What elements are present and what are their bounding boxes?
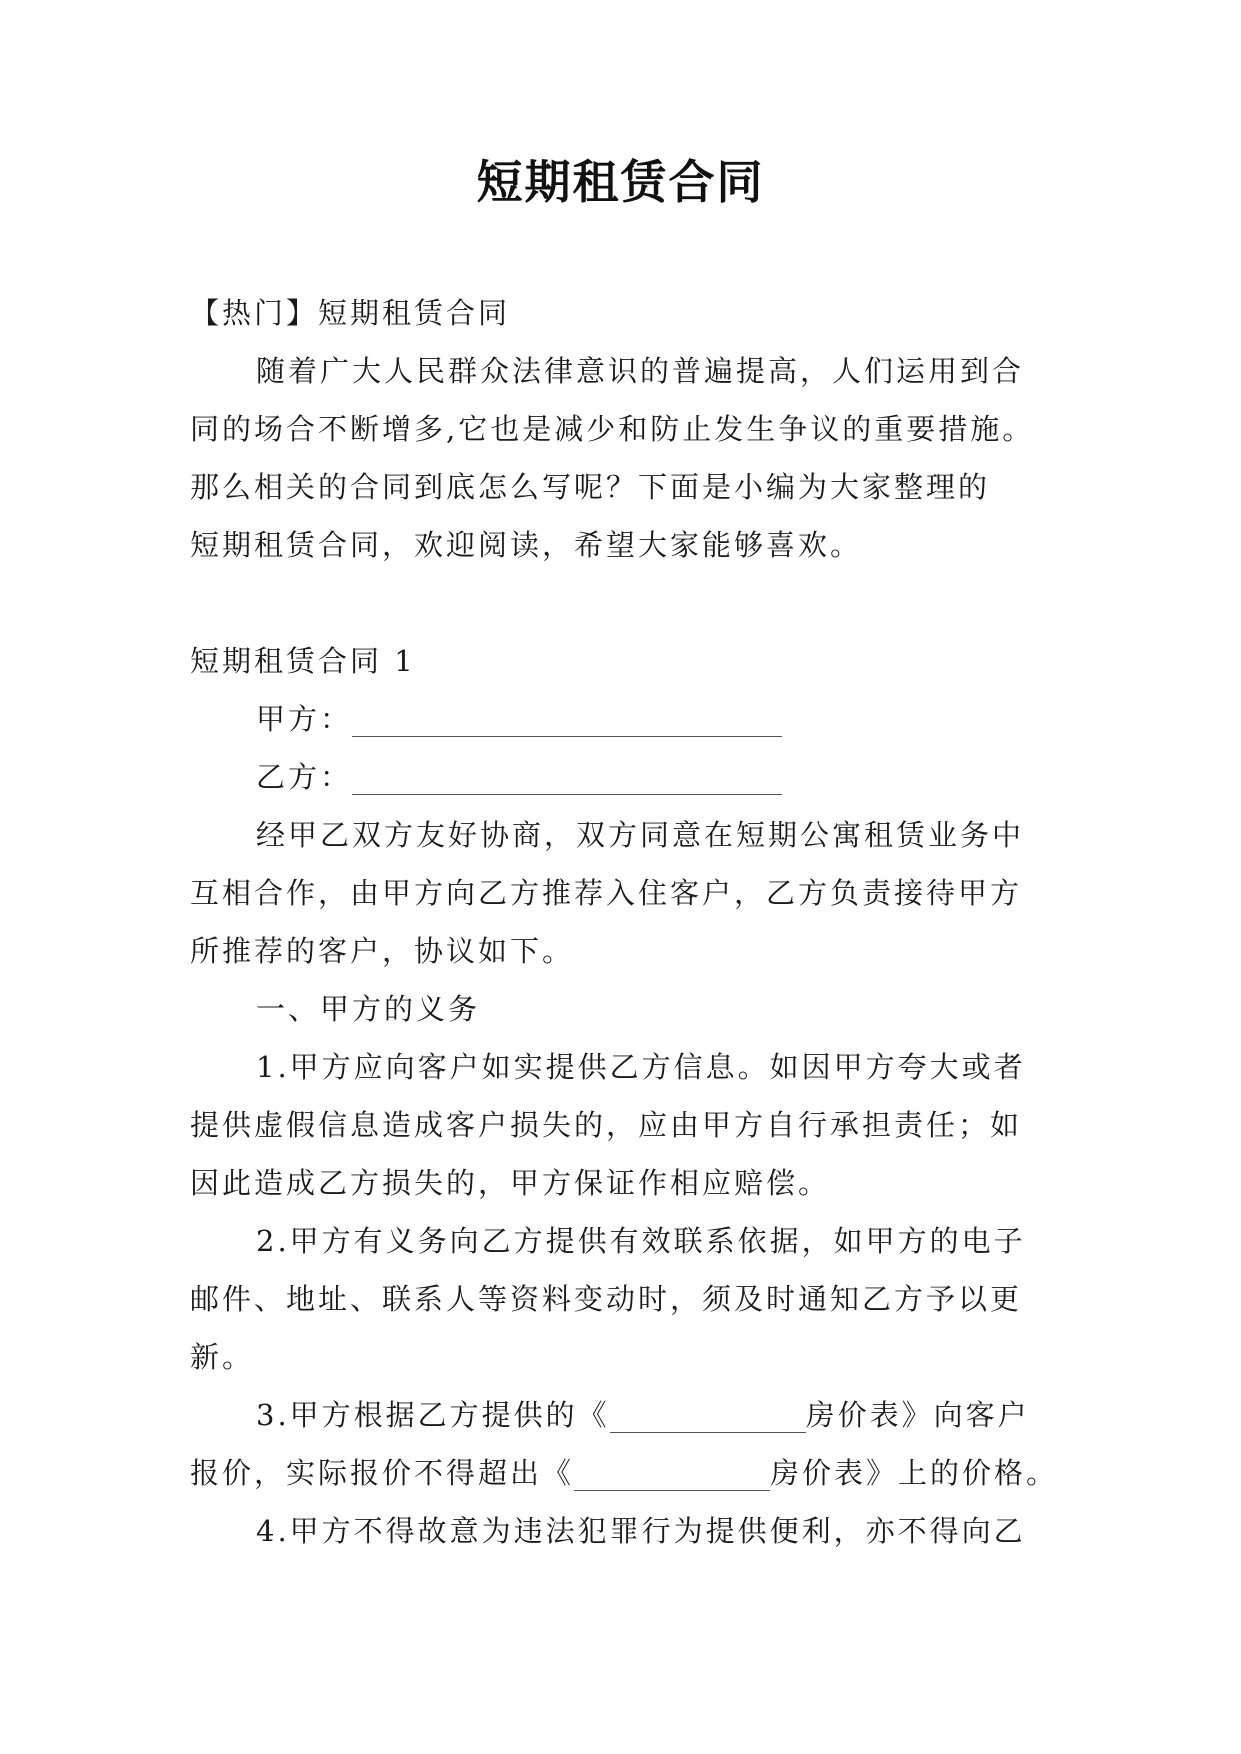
item-2-line: 邮件、地址、联系人等资料变动时，须及时通知乙方予以更 xyxy=(190,1282,1023,1316)
party-a-blank xyxy=(352,702,782,737)
party-b-blank xyxy=(352,760,782,795)
item-4-line: 4.甲方不得故意为违法犯罪行为提供便利，亦不得向乙 xyxy=(256,1514,1026,1548)
item-1-line: 1.甲方应向客户如实提供乙方信息。如因甲方夸大或者 xyxy=(256,1050,1026,1084)
item-3-prefix: 报价，实际报价不得超出《 xyxy=(190,1456,575,1490)
clause-heading: 一、甲方的义务 xyxy=(256,992,481,1026)
spacer xyxy=(190,574,1052,632)
item-3-suffix: 房价表》向客户 xyxy=(805,1398,1030,1432)
item-2-line: 2.甲方有义务向乙方提供有效联系依据，如甲方的电子 xyxy=(256,1224,1026,1258)
intro-line: 短期租赁合同，欢迎阅读，希望大家能够喜欢。 xyxy=(190,528,863,562)
item-3-suffix: 房价表》上的价格。 xyxy=(770,1456,1059,1490)
party-b-label: 乙方： xyxy=(256,760,353,794)
item-3-line xyxy=(190,1386,1052,1444)
item-3-line xyxy=(190,1444,1059,1502)
document-subtitle: 【热门】短期租赁合同 xyxy=(190,296,511,330)
item-1-line: 提供虚假信息造成客户损失的，应由甲方自行承担责任；如 xyxy=(190,1108,1023,1142)
preamble-line: 所推荐的客户，协议如下。 xyxy=(190,934,575,968)
section-heading: 短期租赁合同 1 xyxy=(190,644,416,678)
intro-line: 随着广大人民群众法律意识的普遍提高，人们运用到合 xyxy=(256,354,1025,388)
preamble-line: 经甲乙双方友好协商，双方同意在短期公寓租赁业务中 xyxy=(256,818,1025,852)
item-2-line: 新。 xyxy=(190,1340,255,1374)
preamble-line: 互相合作，由甲方向乙方推荐入住客户，乙方负责接待甲方 xyxy=(190,876,1023,910)
document-title: 短期租赁合同 xyxy=(476,155,765,209)
item-1-line: 因此造成乙方损失的，甲方保证作相应赔偿。 xyxy=(190,1166,831,1200)
document-body xyxy=(190,284,1059,1560)
party-b-line xyxy=(190,748,1052,806)
party-a-label: 甲方： xyxy=(256,702,353,736)
intro-line: 那么相关的合同到底怎么写呢？下面是小编为大家整理的 xyxy=(190,470,991,504)
price-table-blank xyxy=(610,1398,806,1433)
price-table-blank xyxy=(574,1456,770,1491)
party-a-line xyxy=(190,690,1052,748)
intro-line: 同的场合不断增多,它也是减少和防止发生争议的重要措施。 xyxy=(190,412,1035,446)
item-3-prefix: 3.甲方根据乙方提供的《 xyxy=(256,1398,610,1432)
